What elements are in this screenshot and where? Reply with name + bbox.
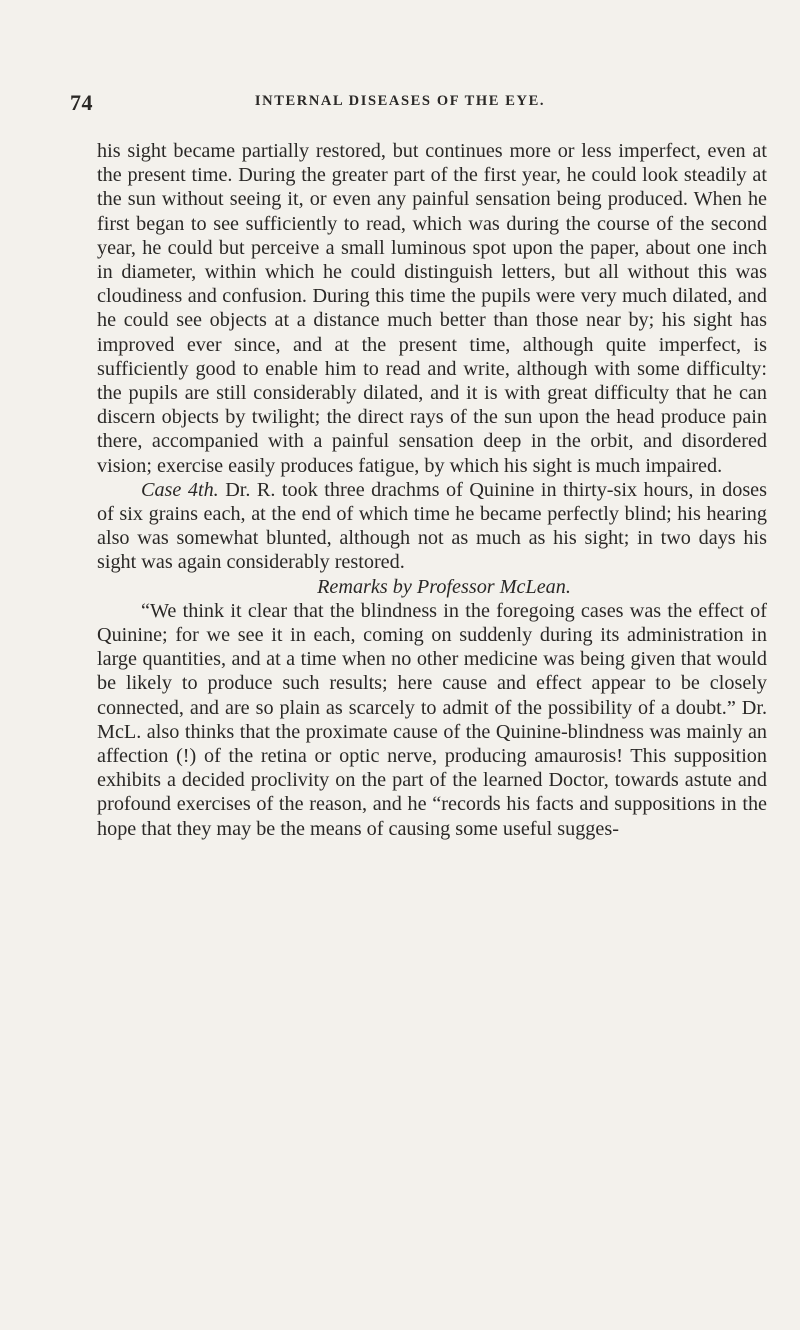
- paragraph-case-3-continued: his sight became partially restored, but continues more or less imperfect, even at the present time. During the greater part of the first year, he could look steadily at the sun without seeing it, or even any painful sensation being produced. When he first began to see sufficiently to read, which was during the course of the second year, he could but perceive a small luminous spot upon the paper, about one inch in diameter, within which he could distinguish letters, but all without this was cloudiness and confusion. During this time the pupils were very much dilated, and he could see objects at a distance much better than those near by; his sight has improved ever since, and at the present time, although quite imperfect, is sufficiently good to enable him to read and write, although with some difficulty: the pupils are still considerably dilated, and it is with great difficulty that he can discern objects by twilight; the direct rays of the sun upon the head produce pain there, accompanied with a painful sensation deep in the orbit, and disordered vision; exercise easily produces fatigue, by which his sight is much impaired.: [97, 140, 767, 477]
- paragraph-case-4: [97, 478, 767, 575]
- paragraph-remarks: “We think it clear that the blindness in the foregoing cases was the effect of Quinine; for we see it in each, coming on suddenly during its administration in large quantities, and at a time when no other medicine was being given that would be likely to produce such results; here cause and effect appear to be closely connected, and are so plain as scarcely to admit of the possibility of a doubt.” Dr. McL. also thinks that the proximate cause of the Quinine-blindness was mainly an affection (!) of the retina or optic nerve, producing amaurosis! This supposition exhibits a decided proclivity on the part of the learned Doctor, towards astute and profound exercises of the reason, and he “records his facts and suppositions in the hope that they may be the means of causing some useful sugges-: [97, 599, 767, 840]
- running-title: INTERNAL DISEASES OF THE EYE.: [254, 93, 546, 109]
- section-heading-remarks: Remarks by Professor McLean.: [317, 575, 571, 598]
- case-4-text: Dr. R. took three drachms of Quinine in thirty-six hours, in doses of six grains each, at the end of which time he became perfectly blind; his hearing also was somewhat blunted, although not as much as his sight; in two days his sight was again considerably restored.: [97, 478, 768, 574]
- page-number: 74: [70, 90, 93, 115]
- case-4-label: Case 4th.: [141, 478, 219, 501]
- running-head: [70, 90, 770, 114]
- body-text: [97, 139, 767, 841]
